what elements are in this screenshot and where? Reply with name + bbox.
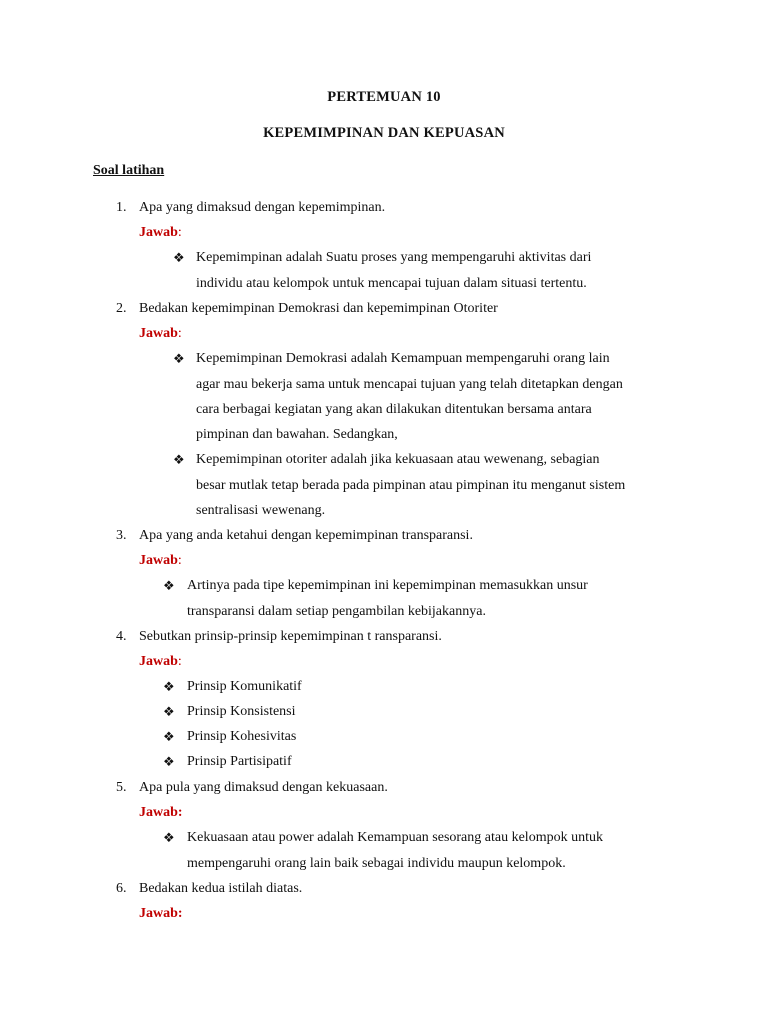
answer-line: cara berbagai kegiatan yang akan dilakukan ditentukan bersama antara [196, 402, 592, 417]
bullet-icon: ❖ [163, 830, 175, 845]
question-number: 6. [116, 881, 127, 896]
question-number: 2. [116, 301, 127, 316]
question-number: 4. [116, 629, 127, 644]
bullet-icon: ❖ [163, 754, 175, 769]
answer-line: pimpinan dan bawahan. Sedangkan, [196, 427, 398, 442]
bullet-icon: ❖ [163, 729, 175, 744]
answer-label: Jawab: [139, 225, 182, 240]
answer-line: Prinsip Konsistensi [187, 704, 296, 719]
answer-line: transparansi dalam setiap pengambilan kebijakannya. [187, 604, 486, 619]
bullet-icon: ❖ [163, 578, 175, 593]
question-text: Bedakan kedua istilah diatas. [139, 881, 303, 896]
question-number: 5. [116, 780, 127, 795]
bullet-icon: ❖ [173, 351, 185, 366]
answer-line: sentralisasi wewenang. [196, 503, 326, 518]
document-subtitle: KEPEMIMPINAN DAN KEPUASAN [263, 125, 505, 141]
answer-label: Jawab: [139, 906, 183, 921]
answer-label: Jawab: [139, 553, 182, 568]
answer-line: besar mutlak tetap berada pada pimpinan atau pimpinan itu menganut sistem [196, 478, 626, 493]
question-text: Bedakan kepemimpinan Demokrasi dan kepemimpinan Otoriter [139, 301, 498, 316]
question-text: Sebutkan prinsip-prinsip kepemimpinan t ransparansi. [139, 629, 442, 644]
answer-line: Prinsip Komunikatif [187, 679, 302, 694]
section-heading: Soal latihan [93, 163, 165, 178]
answer-label: Jawab: [139, 654, 182, 669]
document-title: PERTEMUAN 10 [327, 89, 441, 105]
answer-line: Kekuasaan atau power adalah Kemampuan sesorang atau kelompok untuk [187, 830, 603, 845]
answer-line: Prinsip Kohesivitas [187, 729, 297, 744]
question-number: 3. [116, 528, 127, 543]
answer-line: Artinya pada tipe kepemimpinan ini kepemimpinan memasukkan unsur [187, 578, 588, 593]
answer-line: individu atau kelompok untuk mencapai tujuan dalam situasi tertentu. [196, 276, 587, 291]
bullet-icon: ❖ [163, 679, 175, 694]
answer-label: Jawab: [139, 326, 182, 341]
bullet-icon: ❖ [163, 704, 175, 719]
answer-label: Jawab: [139, 805, 183, 820]
question-number: 1. [116, 200, 127, 215]
answer-line: Kepemimpinan otoriter adalah jika kekuasaan atau wewenang, sebagian [196, 452, 600, 467]
answer-line: Prinsip Partisipatif [187, 754, 292, 769]
bullet-icon: ❖ [173, 452, 185, 467]
bullet-icon: ❖ [173, 250, 185, 265]
answer-line: agar mau bekerja sama untuk mencapai tujuan yang telah ditetapkan dengan [196, 377, 623, 392]
answer-line: Kepemimpinan Demokrasi adalah Kemampuan mempengaruhi orang lain [196, 351, 610, 366]
answer-line: mempengaruhi orang lain baik sebagai individu maupun kelompok. [187, 856, 566, 871]
question-text: Apa pula yang dimaksud dengan kekuasaan. [139, 780, 388, 795]
answer-line: Kepemimpinan adalah Suatu proses yang mempengaruhi aktivitas dari [196, 250, 592, 265]
question-text: Apa yang dimaksud dengan kepemimpinan. [139, 200, 386, 215]
question-text: Apa yang anda ketahui dengan kepemimpinan transparansi. [139, 528, 473, 543]
